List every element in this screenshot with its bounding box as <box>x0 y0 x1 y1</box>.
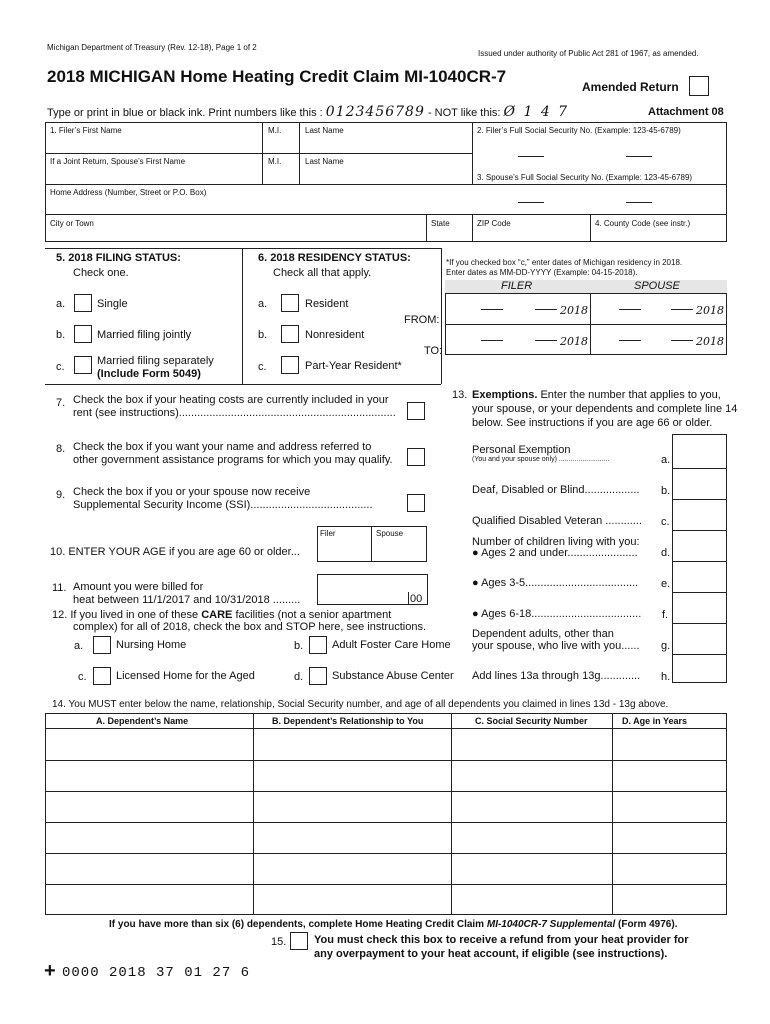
form-barcode-number: 0000 2018 37 01 27 6 <box>62 965 251 981</box>
line12-text <box>52 609 391 621</box>
filing-single-label: Single <box>97 298 128 310</box>
ink-instructions <box>47 104 569 120</box>
county-code-field[interactable]: 4. County Code (see instr.) <box>595 219 691 228</box>
amended-return-label: Amended Return <box>582 80 679 94</box>
line10-spouse-label: Spouse <box>376 529 404 538</box>
exemption-g-letter: g. <box>661 640 671 652</box>
supplemental-note <box>109 919 677 930</box>
line8-number: 8. <box>56 443 66 455</box>
line11-text-2: heat between 11/1/2017 and 10/31/2018 ......... <box>73 594 301 606</box>
number-example-bad: Ø 1 4 7 <box>503 104 570 120</box>
nursing-home-checkbox[interactable] <box>93 636 111 654</box>
exemption-g-sub: your spouse, who live with you...... <box>472 640 640 652</box>
first-name-field[interactable]: 1. Filer’s First Name <box>50 126 122 135</box>
residency-to-label: TO: <box>424 345 443 357</box>
filing-joint-checkbox[interactable] <box>74 325 92 343</box>
spouse-first-name-field[interactable]: If a Joint Return, Spouse’s First Name <box>50 157 186 166</box>
nonresident-label: Nonresident <box>305 329 365 341</box>
line10-text: 10. ENTER YOUR AGE if you are age 60 or older... <box>50 546 300 558</box>
exemption-e-input[interactable] <box>672 592 727 593</box>
dependent-row[interactable] <box>45 791 727 792</box>
date-dash <box>671 340 693 341</box>
ssn-dash <box>626 156 652 157</box>
middle-initial-field[interactable]: M.I. <box>268 126 282 135</box>
residency-status-sub: Check all that apply. <box>273 267 372 279</box>
spouse-last-name-field[interactable]: Last Name <box>305 157 344 166</box>
exemptions-title: Exemptions. <box>472 389 538 401</box>
line13-number: 13. <box>452 389 468 401</box>
spouse-from-year[interactable]: 2018 <box>696 304 724 317</box>
attachment-number: Attachment 08 <box>648 106 724 118</box>
ssn-dash <box>518 202 544 203</box>
exemption-g-input[interactable] <box>672 654 727 655</box>
exemptions-text-2: your spouse, or your dependents and complete line 14 <box>472 403 738 415</box>
exemption-f-letter: f. <box>662 609 669 621</box>
line10-filer-label: Filer <box>320 529 336 538</box>
filing-joint-label: Married filing jointly <box>97 329 192 341</box>
residency-c-letter: c. <box>258 361 267 373</box>
nonresident-checkbox[interactable] <box>281 325 299 343</box>
spouse-ssn-field[interactable]: 3. Spouse’s Full Social Security No. (Example: 123-45-6789) <box>477 173 693 182</box>
date-dash <box>619 340 641 341</box>
residency-status-title: 6. 2018 RESIDENCY STATUS: <box>258 252 411 264</box>
date-dash <box>481 340 503 341</box>
line12-care: CARE <box>201 609 233 621</box>
line11-number: 11. <box>52 582 67 594</box>
dependent-row[interactable] <box>45 853 727 854</box>
exemption-c-label: Qualified Disabled Veteran ............ <box>472 515 642 527</box>
ssn-dash <box>626 202 652 203</box>
exemption-f-label: ● Ages 6-18.................................... <box>472 608 642 620</box>
filer-to-year[interactable]: 2018 <box>560 335 588 348</box>
filing-status-sub: Check one. <box>73 267 129 279</box>
authority-note: Issued under authority of Public Act 281 of 1967, as amended. <box>478 49 699 58</box>
exemption-a-letter: a. <box>661 454 671 466</box>
col-dependent-name: A. Dependent’s Name <box>96 716 189 726</box>
city-field[interactable]: City or Town <box>50 219 94 228</box>
exemption-d-label: Number of children living with you: <box>472 536 640 548</box>
spouse-to-year[interactable]: 2018 <box>696 335 724 348</box>
line12-text-b: facilities (not a senior apartment <box>232 609 392 621</box>
filing-c-letter: c. <box>56 361 65 373</box>
form-title: 2018 MICHIGAN Home Heating Credit Claim MI-1040CR-7 <box>47 67 507 86</box>
exemption-a-input[interactable] <box>672 468 727 469</box>
exemption-b-letter: b. <box>661 485 671 497</box>
exemption-a-sub: (You and your spouse only) .......................... <box>472 456 610 463</box>
ssn-dash <box>518 156 544 157</box>
ink-instructions-not: - NOT like this: <box>427 107 501 119</box>
line12-text-a: 12. If you lived in one of these <box>52 609 202 621</box>
dependent-row[interactable] <box>45 884 727 885</box>
line9-text-2: Supplemental Security Income (SSI)........................................ <box>73 499 373 511</box>
exemption-g-label: Dependent adults, other than <box>472 628 614 640</box>
zip-field[interactable]: ZIP Code <box>477 219 511 228</box>
filer-spouse-header <box>445 280 727 293</box>
line15-number: 15. <box>271 936 287 948</box>
supplemental-form-name: MI-1040CR-7 Supplemental <box>486 919 616 930</box>
line12-a-letter: a. <box>74 640 84 652</box>
adult-foster-care-checkbox[interactable] <box>309 636 327 654</box>
exemption-d-sub: ● Ages 2 and under....................... <box>472 547 638 559</box>
exemption-b-input[interactable] <box>672 499 727 500</box>
line13-intro <box>472 389 721 401</box>
exemption-d-input[interactable] <box>672 561 727 562</box>
amended-return-checkbox[interactable] <box>689 76 709 96</box>
filing-separate-note: (Include Form 5049) <box>97 368 201 380</box>
residency-a-letter: a. <box>258 298 268 310</box>
supplemental-note-a: If you have more than six (6) dependents, complete Home Heating Credit Claim <box>109 919 487 930</box>
exemption-b-label: Deaf, Disabled or Blind.................. <box>472 484 640 496</box>
exemption-h-letter: h. <box>661 671 671 683</box>
line7-text-2: rent (see instructions)....................................................................... <box>73 407 396 419</box>
col-age: D. Age in Years <box>622 716 688 726</box>
home-address-field[interactable]: Home Address (Number, Street or P.O. Box) <box>50 188 207 197</box>
line12-b-letter: b. <box>294 640 304 652</box>
exemption-e-label: ● Ages 3-5..................................... <box>472 577 639 589</box>
col-ssn: C. Social Security Number <box>475 716 588 726</box>
line15-refund-checkbox[interactable] <box>290 932 308 950</box>
filing-a-letter: a. <box>56 298 66 310</box>
line8-text-2: other government assistance programs for which you may qualify. <box>73 454 393 466</box>
line12-d-letter: d. <box>294 671 304 683</box>
residency-note-1: *If you checked box “c,” enter dates of Michigan residency in 2018. <box>446 258 683 267</box>
licensed-home-aged-checkbox[interactable] <box>93 667 111 685</box>
date-dash <box>619 309 641 310</box>
licensed-home-aged-label: Licensed Home for the Aged <box>116 670 255 682</box>
exemptions-input-column <box>672 434 727 683</box>
filer-from-year[interactable]: 2018 <box>560 304 588 317</box>
line12-text-2: complex) for all of 2018, check the box and STOP here, see instructions. <box>73 621 427 633</box>
exemption-a-label: Personal Exemption <box>472 444 571 456</box>
dependents-header-rule <box>45 728 727 729</box>
dept-revision: Michigan Department of Treasury (Rev. 12-18), Page 1 of 2 <box>47 43 257 52</box>
line8-text: Check the box if you want your name and address referred to <box>73 441 372 453</box>
line7-heat-in-rent-checkbox[interactable] <box>407 402 425 420</box>
line14-intro: 14. You MUST enter below the name, relationship, Social Security number, and age of all dependents you claimed in lines 13d - 13g above. <box>52 699 669 710</box>
exemption-f-input[interactable] <box>672 623 727 624</box>
part-year-resident-label: Part-Year Resident* <box>305 360 402 372</box>
dependent-row[interactable] <box>45 760 727 761</box>
line9-ssi-checkbox[interactable] <box>407 494 425 512</box>
filing-status-title: 5. 2018 FILING STATUS: <box>56 252 181 264</box>
exemption-e-letter: e. <box>661 578 671 590</box>
exemption-c-letter: c. <box>661 516 670 528</box>
substance-abuse-center-checkbox[interactable] <box>309 667 327 685</box>
nursing-home-label: Nursing Home <box>116 639 187 651</box>
part-year-resident-checkbox[interactable] <box>281 356 299 374</box>
resident-label: Resident <box>305 298 349 310</box>
line11-cents: 00 <box>410 593 423 605</box>
filing-single-checkbox[interactable] <box>74 294 92 312</box>
line12-c-letter: c. <box>78 671 87 683</box>
filer-ssn-field[interactable]: 2. Filer’s Full Social Security No. (Example: 123-45-6789) <box>477 126 681 135</box>
plus-mark: + <box>44 960 56 982</box>
col-relationship: B. Dependent’s Relationship to You <box>272 716 424 726</box>
supplemental-note-b: (Form 4976). <box>615 919 678 930</box>
exemption-d-letter: d. <box>661 547 671 559</box>
last-name-field[interactable]: Last Name <box>305 126 344 135</box>
line9-text: Check the box if you or your spouse now receive <box>73 486 311 498</box>
residency-from-label: FROM: <box>404 314 440 326</box>
date-dash <box>671 309 693 310</box>
spouse-middle-initial-field[interactable]: M.I. <box>268 157 282 166</box>
line7-number: 7. <box>56 397 66 409</box>
substance-abuse-center-label: Substance Abuse Center <box>332 670 454 682</box>
exemption-h-label: Add lines 13a through 13g............. <box>472 670 641 682</box>
exemptions-text: Enter the number that applies to you, <box>537 389 721 401</box>
number-example-good: 0123456789 <box>325 104 425 120</box>
exemptions-text-3: below. See instructions if you are age 66 or older. <box>472 417 713 429</box>
adult-foster-care-label: Adult Foster Care Home <box>332 639 451 651</box>
line9-number: 9. <box>56 489 66 501</box>
filer-column-label: FILER <box>501 280 533 292</box>
resident-checkbox[interactable] <box>281 294 299 312</box>
residency-note-2: Enter dates as MM-DD-YYYY (Example: 04-15-2018). <box>446 268 638 277</box>
spouse-column-label: SPOUSE <box>634 280 680 292</box>
line15-text-2: any overpayment to your heat account, if eligible (see instructions). <box>314 948 668 960</box>
filing-separate-label: Married filing separately <box>97 355 214 367</box>
state-field[interactable]: State <box>431 219 450 228</box>
dependent-row[interactable] <box>45 822 727 823</box>
date-dash <box>535 309 557 310</box>
line15-text: You must check this box to receive a refund from your heat provider for <box>314 934 689 946</box>
date-dash <box>481 309 503 310</box>
exemption-c-input[interactable] <box>672 530 727 531</box>
date-dash <box>535 340 557 341</box>
filing-separate-checkbox[interactable] <box>74 356 92 374</box>
residency-b-letter: b. <box>258 329 268 341</box>
line8-referral-checkbox[interactable] <box>407 448 425 466</box>
line7-text: Check the box if your heating costs are currently included in your <box>73 394 389 406</box>
filing-b-letter: b. <box>56 329 66 341</box>
ink-instructions-text: Type or print in blue or black ink. Print numbers like this : <box>47 107 323 119</box>
line11-text: Amount you were billed for <box>73 581 204 593</box>
